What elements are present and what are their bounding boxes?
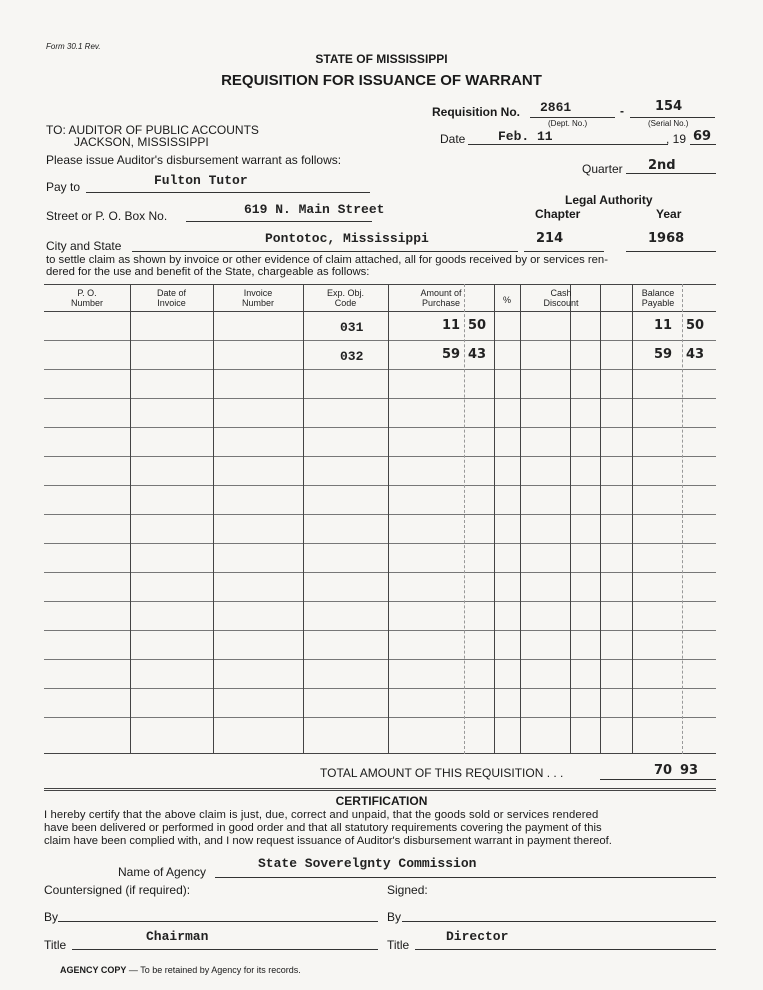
serial-number: 154 [655,99,683,114]
pay-to-label: Pay to [46,180,81,194]
total-cents: 93 [680,763,699,778]
instruction: Please issue Auditor's disbursement warrant as follows: [46,153,342,167]
row2-balance-cents: 43 [686,347,705,362]
separator [44,788,716,791]
col-exp-code: Exp. Obj. Code [326,288,364,308]
settle-text-1: to settle claim as shown by invoice or other evidence of claim attached, all for goods received by or services ren- [46,254,608,266]
year-label: Year [656,207,682,221]
by-label-left: By [44,910,59,924]
left-title-value: Chairman [146,929,209,944]
form-title: REQUISITION FOR ISSUANCE OF WARRANT [221,72,542,89]
legal-year-value: 1968 [648,231,685,246]
col-cash-discount: Cash Discount [543,288,579,308]
date-value: Feb. 11 [498,129,553,144]
dept-caption: (Dept. No.) [548,119,588,128]
row1-balance-cents: 50 [686,318,705,333]
street-label: Street or P. O. Box No. [46,209,168,223]
row1-balance-dollars: 11 [654,318,673,333]
city-label: City and State [46,239,122,253]
row2-amount-cents: 43 [468,347,487,362]
signed-label: Signed: [387,883,428,897]
cert-line-3: claim have been complied with, and I now request issuance of Auditor's disbursement warrant in payment thereof. [44,835,612,847]
col-invoice: Invoice Number [241,288,274,308]
pay-to-value: Fulton Tutor [154,173,248,188]
row1-amount-dollars: 11 [442,318,461,333]
col-po: P. O. Number [70,288,103,308]
agency-copy-text: — To be retained by Agency for its records. [128,965,301,975]
to-line-2: JACKSON, MISSISSIPPI [74,135,209,149]
countersigned-label: Countersigned (if required): [44,883,191,897]
to-line-1: TO: AUDITOR OF PUBLIC ACCOUNTS [46,123,259,137]
certification-title: CERTIFICATION [335,794,428,808]
year-prefix: , 19 [666,132,687,146]
settle-text-2: dered for the use and benefit of the State, chargeable as follows: [46,266,370,278]
serial-caption: (Serial No.) [648,119,689,128]
total-label: TOTAL AMOUNT OF THIS REQUISITION . . . [320,766,564,780]
row1-code: 031 [340,320,364,335]
row2-balance-dollars: 59 [654,347,673,362]
street-value: 619 N. Main Street [244,202,385,217]
total-dollars: 70 [654,763,673,778]
agency-copy-label: AGENCY COPY [60,965,127,975]
cert-line-2: have been delivered or performed in good order and that all statutory requirements covering the payment of this [44,822,602,834]
col-balance: Balance Payable [641,288,675,308]
col-percent: % [502,295,511,305]
requisition-label: Requisition No. [432,105,520,119]
date-label: Date [440,132,466,146]
cert-line-1: I hereby certify that the above claim is just, due, correct and unpaid, that the goods sold or services rendered [44,809,599,821]
col-amount: Amount of Purchase [420,288,462,308]
state-heading: STATE OF MISSISSIPPI [315,52,448,66]
year-value: 69 [693,129,712,144]
chapter-value: 214 [536,231,564,246]
row2-amount-dollars: 59 [442,347,461,362]
items-table [44,284,716,754]
by-label-right: By [387,910,402,924]
quarter-value: 2nd [648,158,676,173]
legal-authority-label: Legal Authority [565,193,653,207]
form-number: Form 30.1 Rev. [46,42,101,51]
right-title-value: Director [446,929,509,944]
quarter-label: Quarter [582,162,623,176]
title-label-left: Title [44,938,67,952]
dash: - [620,104,624,118]
dept-number: 2861 [540,100,572,115]
agency-value: State Soverelgnty Commission [258,856,477,871]
footer [60,965,301,975]
col-date: Date of Invoice [156,288,187,308]
city-value: Pontotoc, Mississippi [265,231,429,246]
chapter-label: Chapter [535,207,581,221]
row1-amount-cents: 50 [468,318,487,333]
title-label-right: Title [387,938,410,952]
row2-code: 032 [340,349,364,364]
agency-label: Name of Agency [118,865,207,879]
